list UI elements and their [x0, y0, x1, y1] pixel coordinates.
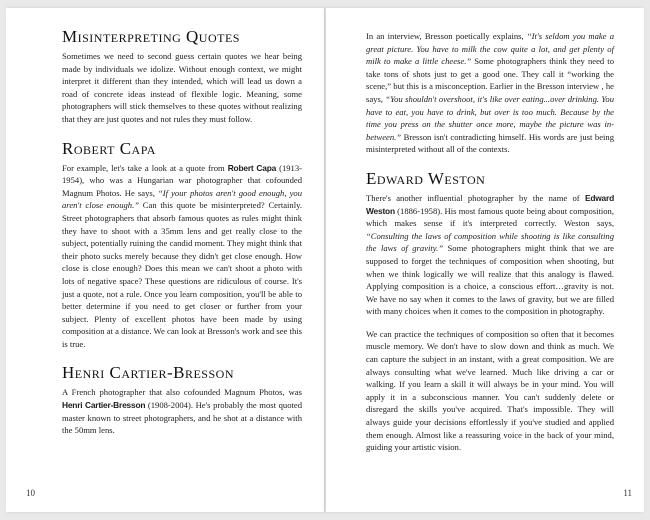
text-run: Can this quote be misinterpreted? Certainly. Street photographers that absorb famous quotes as rules might think they have to shoot with a 35mm lens and get really close to the subject, potentially ruining the candid moment. They might think that their photo sucks merely because they didn't get close enough. How close is close enough? Does this mean we can't shoot a photo with lots of negative space? These questions are ridiculous of course. It's just a quote, not a rule. Once you learn composition, you'll be able to better determine if you need to get closer or further from your subject. Plenty of excellent photos have been made by using composition at a distance. We can look at Bresson's work and see this is true.: [62, 200, 303, 349]
text-run: (1886-1958). His most famous quote being about composition, which makes sense if it's interpreted correctly. Weston says,: [366, 205, 614, 229]
quote-bresson-overshoot: “You shouldn't overshoot, it's like over eating...over drinking. You have to eat, you have to drink, but over is too much. Because by the time you press on the shutter once more, maybe the picture was in-between.”: [366, 93, 614, 142]
heading-edward-weston: Edward Weston: [366, 168, 486, 188]
name-robert-capa: Robert Capa: [227, 162, 277, 173]
quote-weston: “Consulting the laws of composition while shooting is like consulting the laws of gravity.”: [366, 230, 614, 254]
text-run: For example, let's take a look at a quote from: [62, 162, 228, 173]
paragraph-edward-weston: [366, 192, 614, 318]
heading-misinterpreting-quotes: Misinterpreting Quotes: [62, 27, 240, 46]
name-henri-cartier-bresson: Henri Cartier-Bresson: [62, 400, 146, 411]
page-number-left: 10: [26, 488, 35, 498]
text-run: In an interview, Bresson poetically explains,: [366, 31, 527, 41]
right-page: [326, 8, 644, 512]
paragraph-muscle-memory: We can practice the techniques of composition so often that it becomes muscle memory. We don't have to slow down and think as much. We can capture the subject in an instant, with a great composition. We are always consulting what we've learned. Much like driving a car or walking. If you learn a skill it will always be in your mind. You will apply it in a subconscious manner. You can't suddenly delete or disregard the skills you've acquired. That's impossible. They will always guide your decisions effortlessly if you've studied and applied them enough. Almost like a reassuring voice in the back of your mind, guiding your artistic vision.: [366, 328, 614, 453]
text-run: A French photographer that also cofounded Magnum Photos, was: [62, 387, 302, 398]
heading-robert-capa: Robert Capa: [62, 138, 156, 158]
paragraph-misinterpreting-quotes: Sometimes we need to second guess certain quotes we hear being made by individuals we idolize. Without enough context, we might interpret it different than they intended, which will lead us down a road of concrete ideas instead of flexible logic. Meaning, some photographers will stick themselves to these quotes without realizing that they are just quotes and not rules they must follow.: [62, 51, 302, 124]
text-run: There's another influential photographer by the name of: [366, 192, 585, 203]
text-run: (1913-1954), who was a Hungarian war photographer that cofounded Magnum Photos. He says,: [62, 162, 302, 198]
paragraph-henri-cartier-bresson: [62, 386, 302, 436]
text-run: Some photographers think they need to take tons of shots just to get a good one. They call it “working the scene,” but this is a misconception. Earlier in the Bresson interview , he says,: [366, 56, 614, 104]
paragraph-robert-capa: [62, 162, 302, 351]
page-number-right: 11: [623, 488, 632, 498]
heading-henri-cartier-bresson: Henri Cartier-Bresson: [62, 363, 234, 383]
text-run: (1908-2004). He's probably the most quoted master known to street photographers, and he shot at a distance with the 50mm lens.: [62, 400, 302, 436]
left-page: [6, 8, 324, 512]
quote-bresson-cheese: “It's seldom you make a great picture. You have to milk the cow quite a lot, and get plenty of milk to make a little cheese.”: [366, 31, 614, 67]
name-edward-weston: Edward Weston: [366, 192, 614, 216]
text-run: Some photographers might think that we are supposed to forget the techniques of composition when shooting, but when we think logically we will realize that this analogy is flawed. Applying composition is a choice, a conscious effort…gravity is not. We have no say when it comes to the laws of gravity, but we are filled with many choices when it comes to the composition in photography.: [366, 243, 614, 317]
paragraph-bresson-interview: [366, 30, 614, 156]
text-run: Bresson isn't contradicting himself. His words are just being misinterpreted without all of the contexts.: [366, 131, 614, 155]
quote-capa: “If your photos aren't good enough, you aren't close enough.”: [62, 187, 302, 211]
